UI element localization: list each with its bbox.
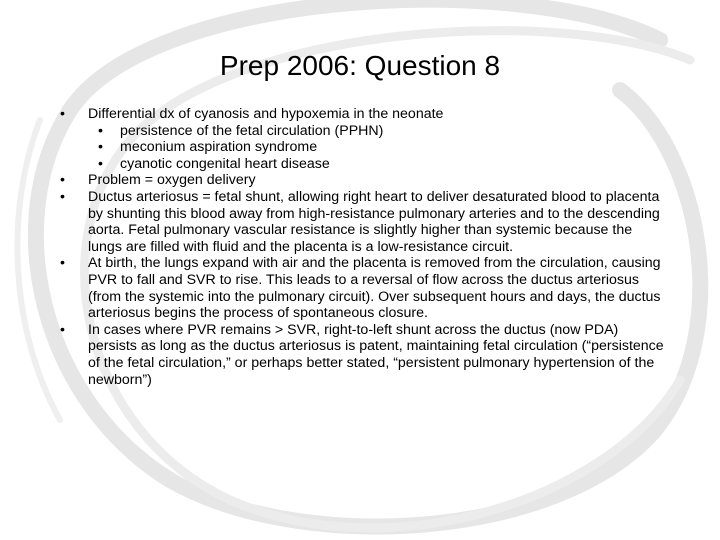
bullet-text: Problem = oxygen delivery bbox=[88, 172, 256, 189]
sub-bullet-text: meconium aspiration syndrome bbox=[120, 139, 318, 156]
bullet-item bbox=[60, 255, 666, 321]
bullet-icon: • bbox=[60, 106, 65, 122]
bullet-item bbox=[60, 106, 666, 172]
sub-bullet-text: cyanotic congenital heart disease bbox=[120, 155, 330, 172]
bullet-icon: • bbox=[98, 155, 103, 172]
bullet-icon: • bbox=[60, 172, 65, 189]
bullet-text: At birth, the lungs expand with air and the placenta is removed from the circulation, causing PVR to fall and SVR to rise. This leads to a reversal of flow across the ductus arteriosus (from the systemic into the pulmonary circuit). Over subsequent hours and days, the ductus arteriosus begins the process of spontaneous closure. bbox=[88, 255, 661, 322]
bullet-item bbox=[60, 189, 666, 255]
bullet-icon: • bbox=[60, 321, 65, 338]
bullet-text: Ductus arteriosus = fetal shunt, allowing right heart to deliver desaturated blood to placenta by shunting this blood away from high-resistance pulmonary arteries and to the descending aorta. Fetal pulmonary vascular resistance is slightly higher than systemic because the lungs are filled with fluid and the placenta is a low-resistance circuit. bbox=[88, 188, 660, 255]
bullet-item bbox=[60, 322, 666, 388]
sub-bullet-text: persistence of the fetal circulation (PPHN) bbox=[120, 122, 384, 139]
bullet-item bbox=[60, 172, 666, 189]
bullet-list bbox=[60, 106, 666, 388]
sub-bullet-item bbox=[98, 139, 666, 156]
sub-bullet-list bbox=[88, 123, 666, 173]
sub-bullet-item bbox=[98, 156, 666, 173]
sub-bullet-item bbox=[98, 123, 666, 140]
slide-title: Prep 2006: Question 8 bbox=[219, 50, 501, 81]
bullet-icon: • bbox=[98, 139, 103, 156]
bullet-icon: • bbox=[60, 255, 65, 272]
bullet-text: In cases where PVR remains > SVR, right-to-left shunt across the ductus (now PDA) persists as long as the ductus arteriosus is patent, maintaining fetal circulation (“persistence of the fetal circulation,” or perhaps better stated, “persistent pulmonary hypertension of the newborn”) bbox=[88, 321, 664, 388]
bullet-text: Differential dx of cyanosis and hypoxemia in the neonate bbox=[88, 106, 444, 122]
bullet-icon: • bbox=[98, 122, 103, 139]
bullet-icon: • bbox=[60, 188, 65, 205]
